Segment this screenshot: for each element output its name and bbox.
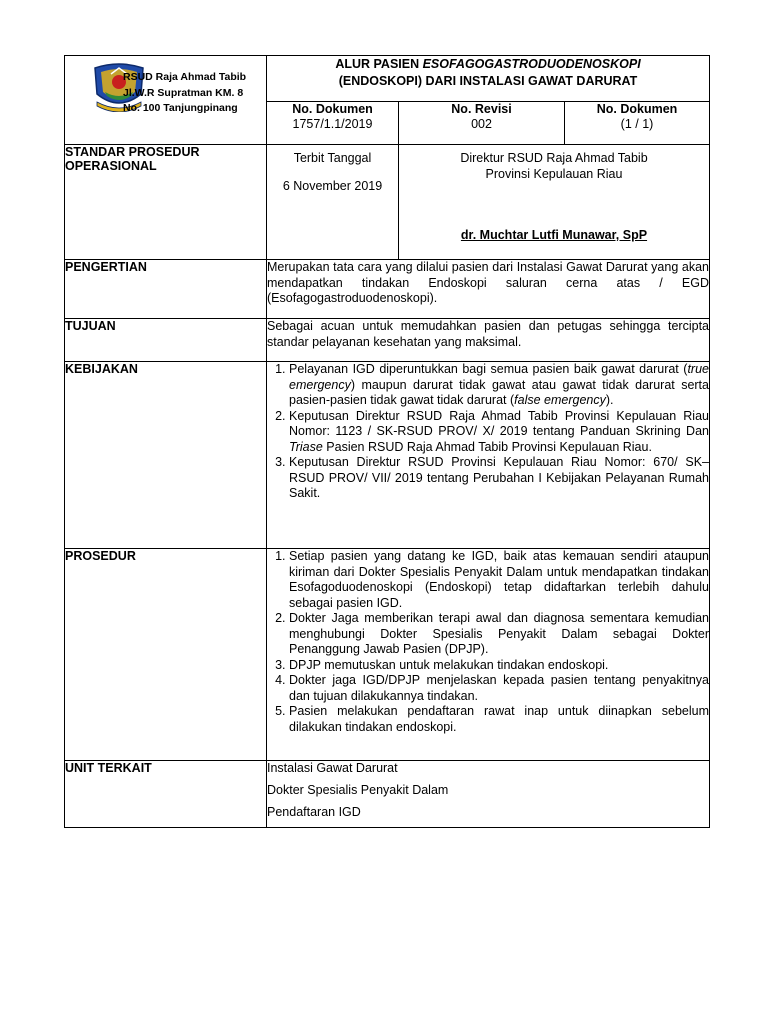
approval-cell [399, 145, 710, 260]
sop-document [64, 55, 710, 828]
document-title [267, 56, 710, 102]
prosedur-item: 4. Dokter jaga IGD/DPJP menjelaskan kepada pasien tentang penyakitnya dan tujuan dilakukannya tindakan. [289, 673, 709, 704]
title-prefix: ALUR PASIEN [335, 57, 423, 71]
issued-cell [267, 145, 399, 260]
kebijakan-item: 3. Keputusan Direktur RSUD Provinsi Kepulauan Riau Nomor: 670/ SK–RSUD PROV/ VII/ 2019 tentang Perubahan I Kebijakan Pelayanan Rumah Sakit. [289, 455, 709, 502]
prosedur-item: 3. DPJP memutuskan untuk melakukan tindakan endoskopi. [289, 658, 709, 674]
kebijakan-item [289, 362, 709, 409]
issued-label: Terbit Tanggal [293, 151, 372, 165]
hospital-name: RSUD Raja Ahmad Tabib [123, 71, 247, 83]
kebijakan-item1-c: ). [605, 393, 614, 407]
tujuan-text: Sebagai acuan untuk memudahkan pasien dan petugas sehingga tercipta standar pelayanan kesehatan yang maksimal. [267, 319, 710, 362]
unit-item: Instalasi Gawat Darurat [267, 761, 398, 775]
kebijakan-item1-italic2: false emergency [514, 393, 606, 407]
revision-label: No. Revisi [451, 102, 512, 117]
page-cell [565, 102, 710, 145]
revision-value: 002 [471, 117, 492, 132]
hospital-city: No. 100 Tanjungpinang [123, 102, 238, 114]
prosedur-item: 1. Setiap pasien yang datang ke IGD, baik atas kemauan sendiri ataupun kiriman dari Dokter Spesialis Penyakit Dalam untuk mendapatkan tindakan Esofagoduodenoskopi (Endoskopi) tetap didaftarkan terlebih dahulu sebagai pasien IGD. [289, 549, 709, 611]
unit-terkait-label: UNIT TERKAIT [65, 761, 267, 828]
unit-item: Pendaftaran IGD [267, 805, 361, 819]
pengertian-text: Merupakan tata cara yang dilalui pasien dari Instalasi Gawat Darurat yang akan mendapatkan tindakan Endoskopi saluran cerna atas / EGD (Esofagogastroduodenoskopi). [267, 260, 710, 319]
hospital-header [65, 56, 267, 145]
sop-label: STANDAR PROSEDUR OPERASIONAL [65, 145, 267, 260]
kebijakan-item2-a: Keputusan Direktur RSUD Raja Ahmad Tabib Provinsi Kepulauan Riau Nomor: 1123 / SK-RSUD PROV/ X/ 2019 tentang Panduan Skrining Dan [289, 408, 709, 438]
doc-number-cell [267, 102, 399, 145]
director-province: Provinsi Kepulauan Riau [485, 166, 623, 181]
kebijakan-item2-b: Pasien RSUD Raja Ahmad Tabib Provinsi Kepulauan Riau. [322, 439, 652, 454]
page-label: No. Dokumen [596, 102, 678, 117]
kebijakan-item1-b: ) maupun darurat tidak gawat atau gawat tidak darurat serta pasien-pasien tidak gawat tidak darurat ( [289, 377, 709, 407]
kebijakan-item [289, 409, 709, 456]
unit-item: Dokter Spesialis Penyakit Dalam [267, 783, 449, 797]
hospital-street: Jl.W.R Supratman KM. 8 [123, 86, 244, 99]
kebijakan-item2-italic: Triase [289, 439, 323, 454]
prosedur-list [267, 549, 710, 761]
revision-cell [399, 102, 565, 145]
title-italic: ESOFAGOGASTRODUODENOSKOPI [422, 57, 641, 71]
prosedur-label: PROSEDUR [65, 549, 267, 761]
signatory-name: dr. Muchtar Lutfi Munawar, SpP [460, 228, 648, 242]
kebijakan-label: KEBIJAKAN [65, 362, 267, 549]
page-value: (1 / 1) [620, 117, 654, 132]
title-line2: (ENDOSKOPI) DARI INSTALASI GAWAT DARURAT [338, 74, 638, 88]
hospital-address [123, 70, 246, 117]
kebijakan-list [267, 362, 710, 549]
unit-terkait-list [267, 761, 710, 828]
director-title: Direktur RSUD Raja Ahmad Tabib [460, 151, 648, 165]
prosedur-item: 5. Pasien melakukan pendaftaran rawat inap untuk diinapkan sebelum dilakukan tindakan endoskopi. [289, 704, 709, 735]
doc-number-label: No. Dokumen [292, 102, 373, 117]
issued-date: 6 November 2019 [282, 178, 383, 193]
prosedur-item: 2. Dokter Jaga memberikan terapi awal dan diagnosa sementara kemudian menghubungi Dokter Spesialis Penyakit Dalam sebagai Dokter Penanggung Jawab Pasien (DPJP). [289, 611, 709, 658]
pengertian-label: PENGERTIAN [65, 260, 267, 319]
kebijakan-item1-italic1: true emergency [289, 362, 709, 392]
tujuan-label: TUJUAN [65, 319, 267, 362]
doc-number-value: 1757/1.1/2019 [292, 117, 373, 132]
kebijakan-item1-a: Pelayanan IGD diperuntukkan bagi semua pasien baik gawat darurat ( [289, 362, 688, 376]
